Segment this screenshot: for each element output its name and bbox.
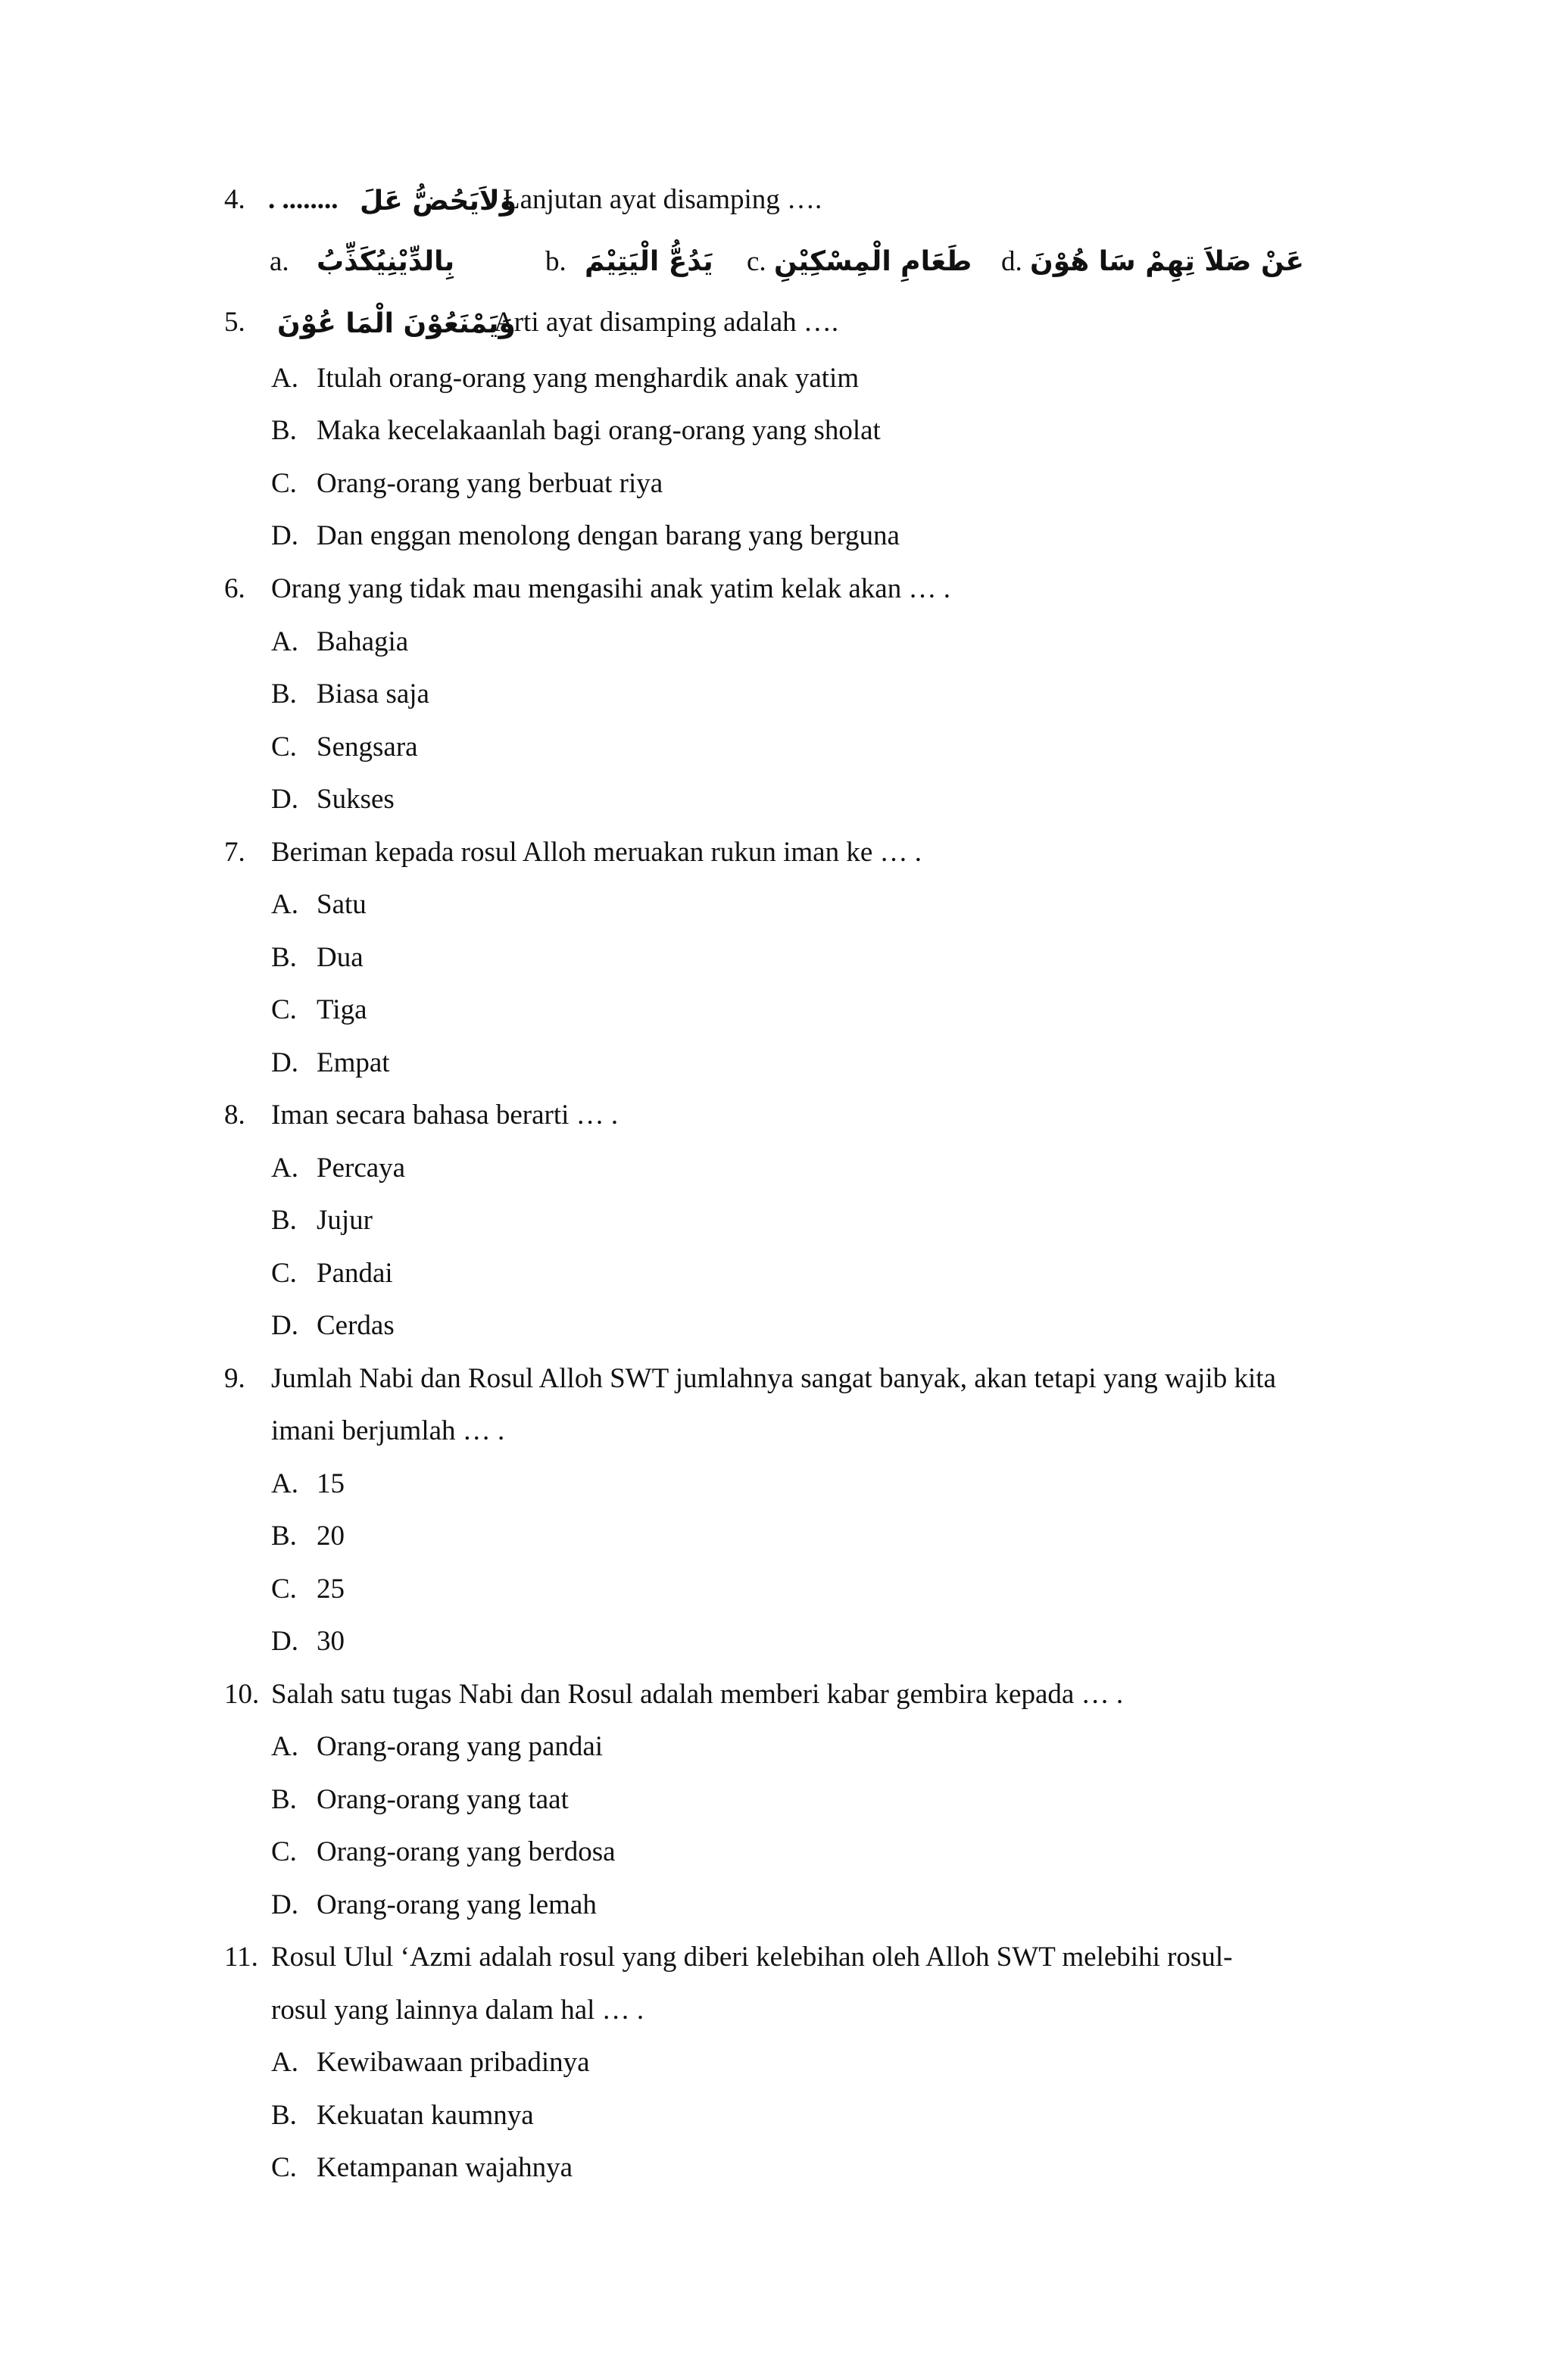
option-letter: D.: [271, 1047, 298, 1078]
option-text: 25: [317, 1574, 345, 1605]
option-text: Biasa saja: [317, 678, 429, 710]
question-number: 11.: [224, 1942, 258, 1973]
option-text: Dan enggan menolong dengan barang yang berguna: [317, 520, 900, 551]
option-letter: D.: [271, 1626, 298, 1657]
option-text: Bahagia: [317, 626, 409, 657]
option-text: Itulah orang-orang yang menghardik anak yatim: [317, 363, 860, 394]
question-number: 8.: [224, 1100, 245, 1131]
option-text: Sengsara: [317, 731, 418, 763]
option-d-letter: d.: [1001, 246, 1022, 277]
option-c-letter: c.: [747, 246, 766, 277]
option-letter: C.: [271, 2152, 297, 2183]
option-letter: B.: [271, 1521, 297, 1552]
option-letter: B.: [271, 1205, 297, 1236]
option-letter: A.: [271, 1468, 298, 1499]
option-text: Orang-orang yang pandai: [317, 1731, 604, 1762]
option-letter: C.: [271, 1258, 297, 1289]
option-letter: C.: [271, 731, 297, 763]
option-letter: A.: [271, 2047, 298, 2078]
option-letter: B.: [271, 942, 297, 973]
option-text: Dua: [317, 942, 364, 973]
question-text: Beriman kepada rosul Alloh meruakan rukun iman ke … .: [271, 837, 922, 868]
question-lead-dots: . ........: [268, 184, 339, 215]
option-letter: B.: [271, 2100, 297, 2131]
option-letter: D.: [271, 1889, 298, 1920]
option-text: 20: [317, 1521, 345, 1552]
question-number: 6.: [224, 573, 245, 604]
question-text-line-2: rosul yang lainnya dalam hal … .: [271, 1995, 644, 2026]
option-text: 30: [317, 1626, 345, 1657]
option-text: Ketampanan wajahnya: [317, 2152, 573, 2183]
option-text: Jujur: [317, 1205, 373, 1236]
option-a-letter: a.: [270, 246, 289, 277]
option-text: Percaya: [317, 1153, 406, 1184]
question-number: 9.: [224, 1363, 245, 1394]
question-number: 4.: [224, 184, 245, 215]
option-c-arabic[interactable]: طَعَامِ الْمِسْكِيْنِ: [774, 246, 972, 277]
question-number: 5.: [224, 307, 245, 338]
option-text: Cerdas: [317, 1310, 395, 1341]
option-text: Empat: [317, 1047, 390, 1078]
option-letter: B.: [271, 1784, 297, 1815]
question-text-line-1: Rosul Ulul ‘Azmi adalah rosul yang diberi kelebihan oleh Alloh SWT melebihi rosul-: [271, 1942, 1233, 1973]
option-letter: A.: [271, 889, 298, 920]
option-text: Orang-orang yang berdosa: [317, 1836, 616, 1867]
question-text-line-1: Jumlah Nabi dan Rosul Alloh SWT jumlahnya sangat banyak, akan tetapi yang wajib kita: [271, 1363, 1276, 1394]
option-text: Pandai: [317, 1258, 393, 1289]
option-text: Satu: [317, 889, 367, 920]
question-arabic-verse: وَيَمْنَعُوْنَ الْمَا عُوْنَ: [277, 308, 516, 339]
option-text: Kekuatan kaumnya: [317, 2100, 534, 2131]
option-letter: D.: [271, 520, 298, 551]
option-letter: C.: [271, 1574, 297, 1605]
question-text: Lanjutan ayat disamping ….: [503, 184, 822, 215]
option-text: Orang-orang yang taat: [317, 1784, 569, 1815]
option-letter: D.: [271, 784, 298, 815]
question-arabic-verse: وَلاَيَحُضُّ عَلَ: [360, 186, 517, 217]
option-letter: B.: [271, 415, 297, 446]
option-text: Orang-orang yang berbuat riya: [317, 468, 663, 499]
option-b-arabic[interactable]: يَدُعُّ الْيَتِيْمَ: [585, 246, 713, 277]
option-d-arabic[interactable]: عَنْ صَلاَ تِهِمْ سَا هُوْنَ: [1030, 246, 1304, 277]
option-b-letter: b.: [545, 246, 566, 277]
option-text: Orang-orang yang lemah: [317, 1889, 597, 1920]
option-letter: A.: [271, 626, 298, 657]
option-letter: A.: [271, 1153, 298, 1184]
option-text: Kewibawaan pribadinya: [317, 2047, 590, 2078]
option-letter: C.: [271, 468, 297, 499]
option-text: 15: [317, 1468, 345, 1499]
option-letter: C.: [271, 994, 297, 1025]
option-letter: A.: [271, 1731, 298, 1762]
option-a-arabic[interactable]: بِالدِّيْنِيُكَذِّبُ: [317, 246, 455, 277]
option-letter: C.: [271, 1836, 297, 1867]
option-text: Tiga: [317, 994, 367, 1025]
option-letter: D.: [271, 1310, 298, 1341]
question-text: Arti ayat disamping adalah ….: [494, 307, 839, 338]
question-number: 10.: [224, 1679, 260, 1710]
question-text: Orang yang tidak mau mengasihi anak yatim kelak akan … .: [271, 573, 950, 604]
question-text: Salah satu tugas Nabi dan Rosul adalah memberi kabar gembira kepada … .: [271, 1679, 1124, 1710]
option-text: Sukses: [317, 784, 395, 815]
question-text-line-2: imani berjumlah … .: [271, 1415, 505, 1446]
option-letter: B.: [271, 678, 297, 710]
question-text: Iman secara bahasa berarti … .: [271, 1100, 619, 1131]
question-number: 7.: [224, 837, 245, 868]
option-text: Maka kecelakaanlah bagi orang-orang yang sholat: [317, 415, 881, 446]
option-letter: A.: [271, 363, 298, 394]
